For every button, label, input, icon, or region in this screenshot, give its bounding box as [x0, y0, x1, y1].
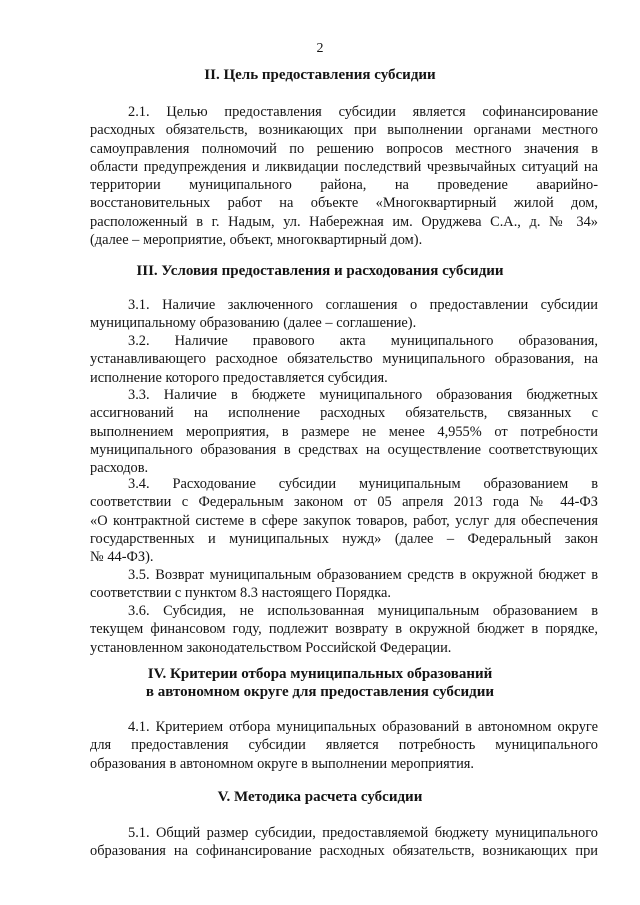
text-line: 3.3. Наличие в бюджете муниципального образования бюджетных [128, 387, 598, 403]
text-line: соответствии с Федеральным законом от 05 апреля 2013 года № 44-ФЗ [90, 494, 598, 511]
text-line: 5.1. Общий размер субсидии, предоставляемой бюджету муниципального [128, 825, 598, 841]
text-line: 2.1. Целью предоставления субсидии является софинансирование [128, 104, 598, 120]
text-line: выполнением мероприятия, в размере не менее 4,955% от потребности [90, 423, 598, 440]
section-2-heading: II. Цель предоставления субсидии [204, 67, 436, 83]
text-line: расположенный в г. Надым, ул. Набережная им. Оруджева С.А., д. № 34» [90, 213, 598, 230]
text-line: «О контрактной системе в сфере закупок товаров, работ, услуг для обеспечения [90, 512, 598, 529]
text-line: образования в автономном округе в выполнении мероприятия. [90, 755, 474, 772]
text-line: текущем финансовом году, подлежит возврату в окружной бюджет в порядке, [90, 621, 598, 638]
heading-line: в автономном округе для предоставления субсидии [145, 684, 495, 700]
text-line: расходов. [90, 460, 149, 477]
text-line: ассигнований на исполнение расходных обязательств, связанных с [90, 405, 598, 422]
text-line: 3.2. Наличие правового акта муниципального образования, [128, 333, 598, 349]
text-line: государственных и муниципальных нужд» (далее – Федеральный закон [90, 530, 598, 547]
section-3-heading: III. Условия предоставления и расходования субсидии [136, 263, 504, 279]
text-line: 3.1. Наличие заключенного соглашения о предоставлении субсидии [128, 297, 598, 313]
text-line: муниципальному образованию (далее – соглашение). [90, 315, 417, 332]
paragraph-5-1 [90, 824, 598, 861]
paragraph-2-1 [90, 103, 598, 249]
text-line: (далее – мероприятие, объект, многоквартирный дом). [90, 232, 423, 249]
section-4-heading [60, 665, 580, 701]
text-line: 3.4. Расходование субсидии муниципальным образованием в [128, 476, 598, 492]
text-line: муниципального образования в средствах на осуществление соответствующих [90, 441, 598, 458]
section-5-heading: V. Методика расчета субсидии [217, 789, 423, 805]
paragraph-3-3 [90, 386, 598, 477]
paragraph-3-2 [90, 332, 598, 387]
paragraph-3-4 [90, 475, 598, 566]
text-line: исполнение которого предоставляется субсидия. [90, 369, 388, 386]
text-line: 3.6. Субсидия, не использованная муниципальным образованием в [128, 603, 598, 619]
heading-line: IV. Критерии отбора муниципальных образований [147, 666, 493, 682]
text-line: устанавливающего расходное обязательство муниципального образования, на [90, 351, 598, 368]
text-line: 3.5. Возврат муниципальным образованием средств в окружной бюджет в [128, 567, 598, 583]
paragraph-4-1 [90, 718, 598, 773]
text-line: 4.1. Критерием отбора муниципальных образований в автономном округе [128, 719, 598, 735]
paragraph-3-5 [90, 566, 598, 603]
text-line: соответствии с пунктом 8.3 настоящего Порядка. [90, 585, 392, 602]
text-line: восстановительных работ на объекте «Многоквартирный жилой дом, [90, 195, 598, 212]
text-line: области предупреждения и ликвидации последствий чрезвычайных ситуаций на [90, 158, 598, 175]
text-line: для предоставления субсидии является потребность муниципального [90, 737, 598, 754]
text-line: расходных обязательств, возникающих при выполнении органами местного [90, 122, 598, 139]
text-line: самоуправления полномочий по решению вопросов местного значения в [90, 140, 598, 157]
text-line: образования на софинансирование расходных обязательств, возникающих при [90, 843, 598, 860]
text-line: установленном законодательством Российской Федерации. [90, 639, 452, 656]
paragraph-3-6 [90, 602, 598, 657]
text-line: территории муниципального района, на проведение аварийно- [90, 177, 598, 194]
paragraph-3-1 [90, 296, 598, 333]
page-number: 2 [316, 41, 324, 56]
text-line: № 44-ФЗ). [90, 549, 154, 566]
